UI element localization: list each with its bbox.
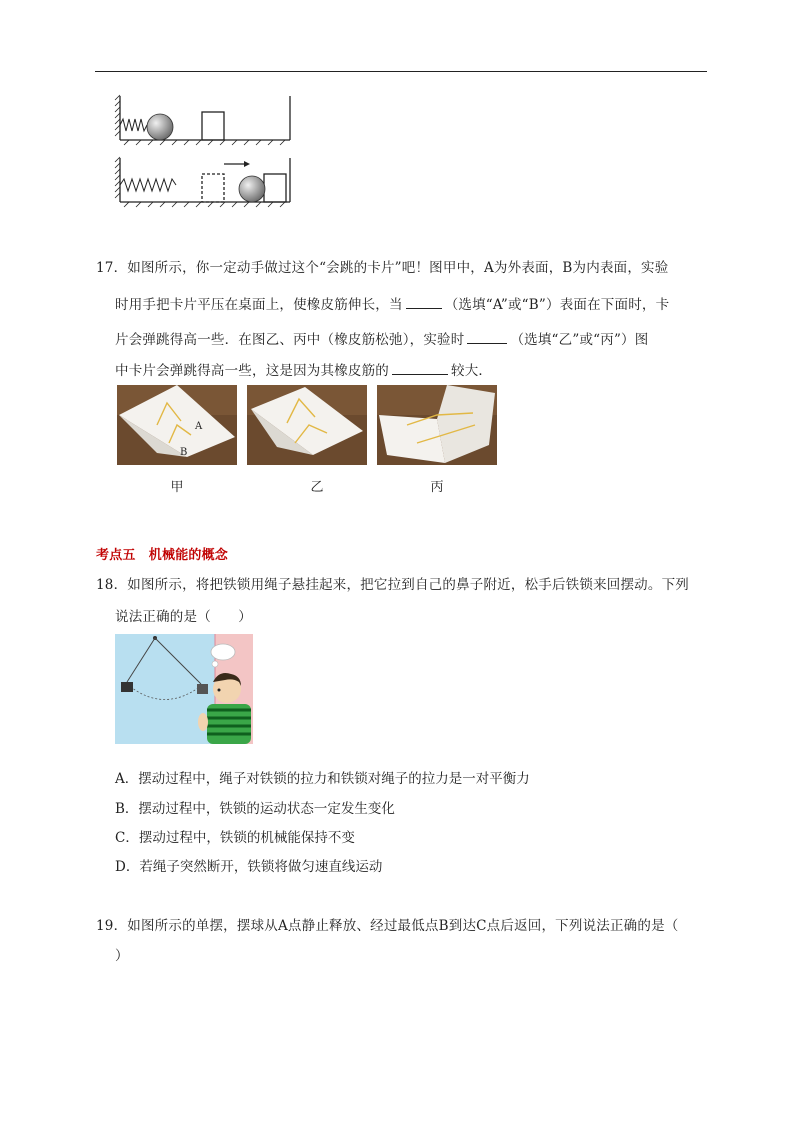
q17-line-3a: 片会弹跳得高一些．在图乙、丙中（橡皮筋松弛），实验时 bbox=[115, 332, 465, 348]
pendulum-lock-figure bbox=[115, 634, 253, 744]
card-label-b: B bbox=[180, 447, 188, 458]
figure-caption-yi: 乙 bbox=[310, 480, 324, 495]
q19-line-1: 19．如图所示的单摆，摆球从A点静止释放、经过最低点B到达C点后返回，下列说法正确的是（ bbox=[96, 918, 679, 934]
section-title: 考点五 机械能的概念 bbox=[96, 548, 229, 563]
q18-option-c[interactable]: C．摆动过程中，铁锁的机械能保持不变 bbox=[115, 830, 355, 846]
q17-line-3b: （选填“乙”或“丙”）图 bbox=[510, 332, 649, 348]
q18-line-1: 18．如图所示，将把铁锁用绳子悬挂起来，把它拉到自己的鼻子附近，松手后铁锁来回摆动。下列 bbox=[96, 577, 689, 593]
spring-ball-block-figure bbox=[112, 92, 297, 208]
q17-line-2b: （选填“A”或“B”）表面在下面时，卡 bbox=[444, 297, 670, 313]
figure-caption-jia: 甲 bbox=[170, 480, 184, 495]
q17-line-3 bbox=[115, 329, 648, 350]
card-figure-jia bbox=[117, 385, 237, 465]
q17-line-2 bbox=[115, 294, 669, 315]
q17-line-4a: 中卡片会弹跳得高一些，这是因为其橡皮筋的 bbox=[115, 363, 389, 379]
card-label-a: A bbox=[195, 421, 203, 432]
q17-line-1: 17．如图所示，你一定动手做过这个“会跳的卡片”吧！图甲中，A为外表面，B为内表面，实验 bbox=[96, 260, 669, 276]
card-figure-yi bbox=[247, 385, 367, 465]
q17-line-4b: 较大． bbox=[451, 363, 493, 379]
q17-blank-2[interactable] bbox=[467, 329, 507, 344]
q18-option-a[interactable]: A．摆动过程中，绳子对铁锁的拉力和铁锁对绳子的拉力是一对平衡力 bbox=[115, 771, 530, 787]
q18-line-2: 说法正确的是（ ） bbox=[115, 609, 252, 625]
q18-option-d[interactable]: D．若绳子突然断开，铁锁将做匀速直线运动 bbox=[115, 859, 383, 875]
q17-blank-3[interactable] bbox=[392, 360, 448, 375]
q17-line-4 bbox=[115, 360, 492, 381]
q17-line-2a: 时用手把卡片平压在桌面上，使橡皮筋伸长，当 bbox=[115, 297, 403, 313]
q19-line-2: ） bbox=[115, 948, 129, 964]
figure-caption-bing: 丙 bbox=[430, 480, 444, 495]
q18-option-b[interactable]: B．摆动过程中，铁锁的运动状态一定发生变化 bbox=[115, 801, 395, 817]
header-rule bbox=[95, 71, 707, 72]
q17-blank-1[interactable] bbox=[406, 294, 442, 309]
card-figure-bing bbox=[377, 385, 497, 465]
